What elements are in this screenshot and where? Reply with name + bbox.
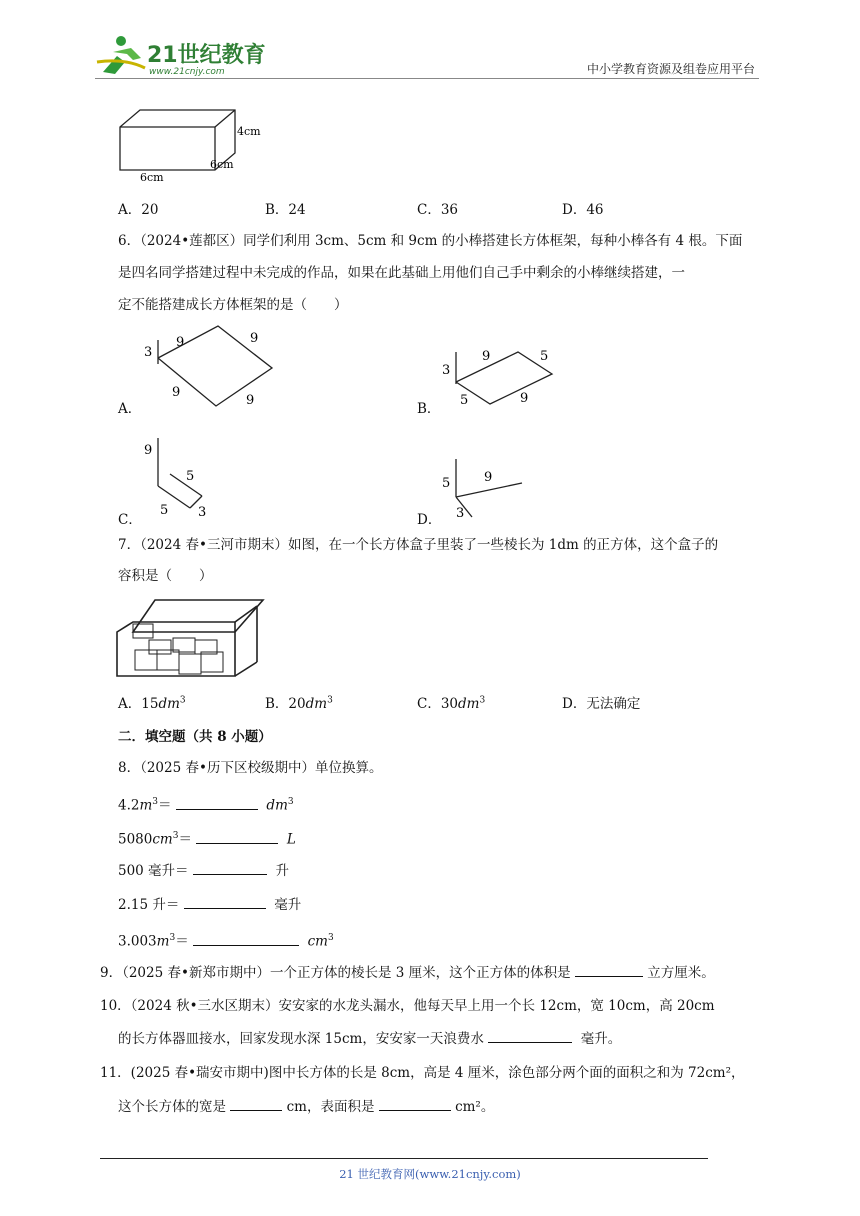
q8-blank-1[interactable]	[176, 795, 258, 810]
q5-width-label: 6cm	[210, 158, 234, 171]
q7-box-figure	[115, 592, 270, 686]
q5-option-d: D．46	[562, 202, 604, 218]
q6-label-c: C．	[118, 512, 142, 528]
site-logo	[95, 32, 265, 78]
q8-row-2: $5080cm^3=$ L	[118, 826, 296, 850]
q7-option-b: B．$20dm^3$	[265, 695, 333, 712]
q8-row-4: 2.15 升＝ 毫升	[118, 894, 301, 915]
svg-text:5: 5	[540, 349, 549, 364]
svg-text:3: 3	[198, 505, 207, 518]
q5-length-label: 6cm	[140, 171, 164, 184]
q5-option-c: C．36	[417, 202, 459, 218]
q10-line2: 的长方体器皿接水，回家发现水深 15cm，安安家一天浪费水 毫升。	[118, 1028, 621, 1049]
svg-text:5: 5	[460, 393, 469, 408]
logo-wordmark: 21世纪教育	[147, 43, 265, 68]
q6-line3: 定不能搭建成长方体框架的是（ ）	[118, 297, 348, 313]
q6-figure-b	[438, 342, 558, 412]
q6-figure-d	[438, 455, 528, 524]
svg-text:3: 3	[144, 345, 153, 360]
svg-text:9: 9	[246, 393, 255, 408]
svg-text:3: 3	[442, 363, 451, 378]
q5-cuboid-figure	[115, 105, 265, 189]
q8-blank-2[interactable]	[196, 829, 278, 844]
q5-option-b: B．24	[265, 202, 306, 218]
header-divider	[95, 78, 759, 79]
q5-height-label: 4cm	[237, 125, 261, 138]
q6-line1: 6．（2024•莲都区）同学们利用 3cm、5cm 和 9cm 的小棒搭建长方体框架，每种小棒各有 4 根。下面	[118, 233, 743, 249]
q6-figure-a	[140, 322, 275, 416]
section-fill-blank-title: 二．填空题（共 8 小题）	[118, 729, 272, 745]
footer-divider	[100, 1158, 708, 1159]
q7-option-c: C．$30dm^3$	[417, 695, 486, 712]
q7-option-d: D．无法确定	[562, 696, 641, 712]
q7-line2: 容积是（ ）	[118, 568, 213, 584]
q8-row-3: 500 毫升＝ 升	[118, 860, 289, 881]
q6-label-b: B．	[417, 401, 441, 417]
q10-line1: 10．（2024 秋•三水区期末）安安家的水龙头漏水，他每天早上用一个长 12cm，宽 10cm，高 20cm	[100, 998, 715, 1014]
q6-line2: 是四名同学搭建过程中未完成的作品，如果在此基础上用他们自己手中剩余的小棒继续搭建，一	[118, 265, 685, 281]
svg-text:9: 9	[250, 331, 259, 346]
svg-text:9: 9	[520, 391, 529, 406]
logo-url: www.21cnjy.com	[149, 67, 225, 77]
q9-line: 9．（2025 春•新郑市期中）一个正方体的棱长是 3 厘米，这个正方体的体积是 立方厘米。	[100, 962, 715, 983]
q8-blank-5[interactable]	[193, 931, 299, 946]
svg-text:3: 3	[456, 506, 465, 520]
q7-option-a: A．$15dm^3$	[118, 695, 186, 712]
q8-blank-4[interactable]	[184, 894, 266, 909]
q6-figure-c	[140, 418, 215, 522]
q8-row-5: $3.003m^3=$ $cm^3$	[118, 928, 334, 952]
header-platform-text: 中小学教育资源及组卷应用平台	[586, 62, 755, 76]
q11-blank-area[interactable]	[379, 1096, 451, 1111]
q7-line1: 7．（2024 春•三河市期末）如图，在一个长方体盒子里装了一些棱长为 1dm 的正方体，这个盒子的	[118, 537, 719, 553]
q6-label-a: A．	[118, 401, 142, 417]
svg-text:5: 5	[186, 469, 195, 484]
q8-blank-3[interactable]	[193, 860, 267, 875]
q8-row-1: $4.2m^3=$ $dm^3$	[118, 792, 294, 816]
q6-label-d: D．	[417, 512, 442, 528]
svg-text:5: 5	[442, 476, 451, 491]
svg-text:9: 9	[144, 443, 153, 458]
q8-title: 8．（2025 春•历下区校级期中）单位换算。	[118, 760, 383, 776]
q11-line2: 这个长方体的宽是 cm，表面积是 cm²。	[118, 1096, 494, 1117]
svg-text:9: 9	[484, 470, 493, 485]
svg-text:5: 5	[160, 503, 169, 518]
svg-text:9: 9	[172, 385, 181, 400]
svg-text:9: 9	[176, 335, 185, 350]
q5-option-a: A．20	[118, 202, 159, 218]
q11-blank-width[interactable]	[230, 1096, 282, 1111]
q11-line1: 11．(2025 春•瑞安市期中)图中长方体的长是 8cm，高是 4 厘米，涂色部分两个面的面积之和为 72cm²，	[100, 1065, 745, 1081]
q9-blank[interactable]	[575, 962, 643, 977]
svg-text:9: 9	[482, 349, 491, 364]
q10-blank[interactable]	[488, 1028, 572, 1043]
footer-text: 21 世纪教育网(www.21cnjy.com)	[339, 1167, 521, 1181]
